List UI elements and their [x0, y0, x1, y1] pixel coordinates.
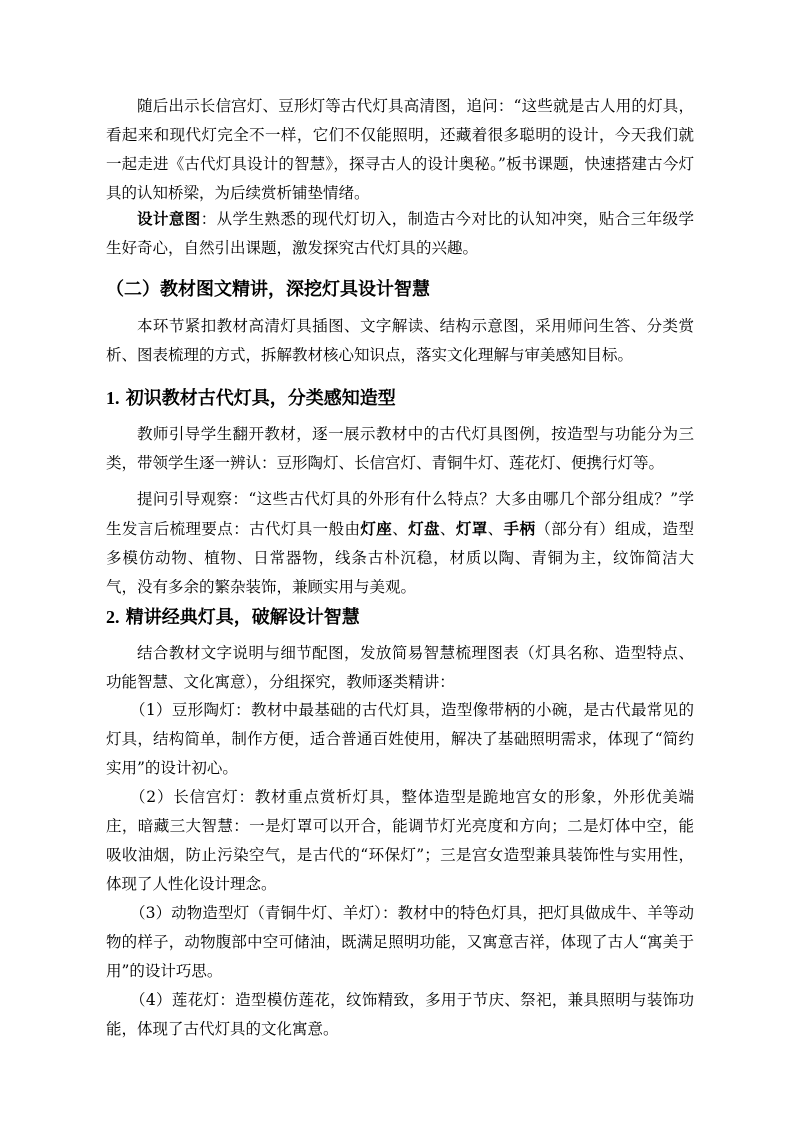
observation-paragraph [106, 485, 694, 602]
observation-text-c: （部分有）组成，造型多模仿动物、植物、日常器物，线条古朴沉稳，材质以陶、青铜为主，纹饰简洁大气，没有多余的繁杂装饰，兼顾实用与美观。 [106, 520, 694, 596]
worksheet-paragraph: 结合教材文字说明与细节配图，发放简易智慧梳理图表（灯具名称、造型特点、功能智慧、文化寓意），分组探究，教师逐类精讲： [106, 644, 694, 691]
term-lamp-handle: 手柄 [503, 519, 536, 538]
lamp-item-3: （3）动物造型灯（青铜牛灯、羊灯）：教材中的特色灯具，把灯具做成牛、羊等动物的样子，动物腹部中空可储油，既满足照明功能，又寓意吉祥，体现了古人“寓美于用”的设计巧思。 [106, 904, 694, 980]
subsection-heading-2-number: 2. [106, 607, 120, 627]
separator: 、 [392, 520, 409, 538]
section-intro-paragraph: 本环节紧扣教材高清灯具插图、文字解读、结构示意图，采用师问生答、分类赏析、图表梳理的方式，拆解教材核心知识点，落实文化理解与审美感知目标。 [106, 317, 694, 364]
subsection-heading-1-text: 初识教材古代灯具，分类感知造型 [125, 388, 396, 409]
term-lamp-shade: 灯罩 [455, 519, 488, 538]
separator: 、 [487, 520, 504, 538]
subsection-heading-2 [106, 602, 360, 633]
subsection-heading-2-text: 精讲经典灯具，破解设计智慧 [125, 607, 360, 628]
lamp-item-1: （1）豆形陶灯：教材中最基础的古代灯具，造型像带柄的小碗，是古代最常见的灯具，结构简单，制作方便，适合普通百姓使用，解决了基础照明需求，体现了“简约实用”的设计初心。 [106, 701, 694, 777]
term-lamp-plate: 灯盘 [408, 519, 440, 538]
lamp-item-4: （4）莲花灯：造型模仿莲花，纹饰精致，多用于节庆、祭祀，兼具照明与装饰功能，体现了古代灯具的文化寓意。 [106, 991, 694, 1038]
section-heading-2: （二）教材图文精讲，深挖灯具设计智慧 [106, 279, 430, 300]
separator: 、 [439, 520, 456, 538]
observation-text-a: 提问引导观察：“这些古代灯具的外形有什么特点？大多由哪几个部分组成？”学生发言后梳理要点：古代灯具一般由 [106, 490, 694, 538]
intro-paragraph: 随后出示长信宫灯、豆形灯等古代灯具高清图，追问：“这些就是古人用的灯具，看起来和现代灯完全不一样，它们不仅能照明，还藏着很多聪明的设计，今天我们就一起走进《古代灯具设计的智慧》，探寻古人的设计奥秘。”板书课题，快速搭建古今灯具的认知桥梁，为后续赏析铺垫情绪。 [106, 97, 694, 202]
lamp-item-2: （2）长信宫灯：教材重点赏析灯具，整体造型是跪地宫女的形象，外形优美端庄，暗藏三大智慧：一是灯罩可以开合，能调节灯光亮度和方向；二是灯体中空，能吸收油烟，防止污染空气，是古代的“环保灯”；三是宫女造型兼具装饰性与实用性，体现了人性化设计理念。 [106, 788, 694, 893]
design-intent-paragraph [106, 204, 694, 263]
textbook-intro-paragraph: 教师引导学生翻开教材，逐一展示教材中的古代灯具图例，按造型与功能分为三类，带领学生逐一辨认：豆形陶灯、长信宫灯、青铜牛灯、莲花灯、便携行灯等。 [106, 425, 694, 472]
term-lamp-base: 灯座 [360, 519, 393, 538]
design-intent-text: ：从学生熟悉的现代灯切入，制造古今对比的认知冲突，贴合三年级学生好奇心，自然引出课题，激发探究古代灯具的兴趣。 [106, 210, 694, 257]
subsection-heading-1 [106, 383, 396, 414]
design-intent-label: 设计意图 [137, 209, 201, 228]
subsection-heading-1-number: 1. [106, 388, 120, 408]
